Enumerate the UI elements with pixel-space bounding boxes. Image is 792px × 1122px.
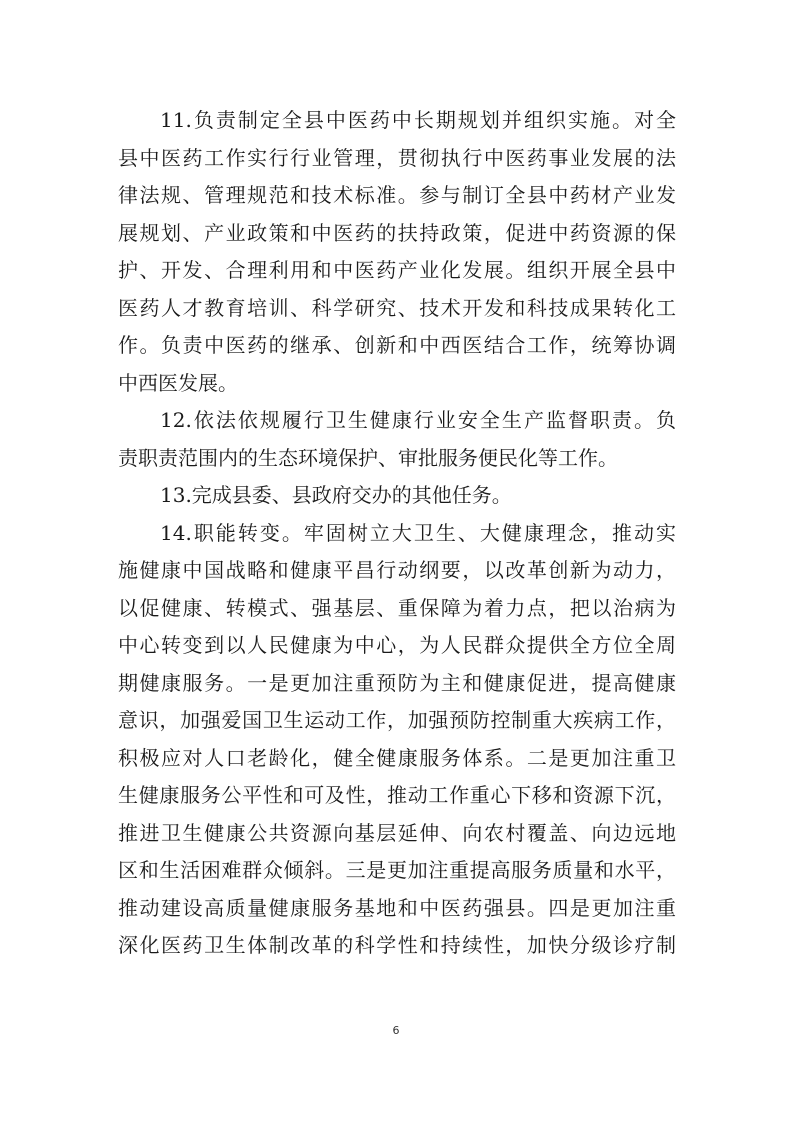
paragraph-12-line-2: 责职责范围内的生态环境保护、审批服务便民化等工作。 — [118, 445, 618, 470]
paragraph-14-line-2: 施健康中国战略和健康平昌行动纲要，以改革创新为动力， — [118, 558, 676, 582]
page-number: 6 — [392, 1024, 400, 1037]
paragraph-14-line-6: 意识，加强爱国卫生运动工作，加强预防控制重大疾病工作， — [118, 708, 676, 732]
paragraph-11-line-4: 展规划、产业政策和中医药的扶持政策，促进中药资源的保 — [118, 220, 676, 245]
body-text — [118, 102, 676, 965]
paragraph-14-line-11: 推动建设高质量健康服务基地和中医药强县。四是更加注重 — [118, 895, 676, 920]
paragraph-13-line-1: 13.完成县委、县政府交办的其他任务。 — [160, 483, 512, 507]
paragraph-11-line-8: 中西医发展。 — [118, 370, 238, 395]
paragraph-14-line-9: 推进卫生健康公共资源向基层延伸、向农村覆盖、向边远地 — [118, 820, 676, 845]
paragraph-14-line-1: 14.职能转变。牢固树立大卫生、大健康理念，推动实 — [160, 520, 676, 545]
paragraph-14-line-3: 以促健康、转模式、强基层、重保障为着力点，把以治病为 — [118, 595, 676, 620]
paragraph-11-line-7: 作。负责中医药的继承、创新和中西医结合工作，统筹协调 — [118, 333, 676, 357]
paragraph-14-line-7: 积极应对人口老龄化，健全健康服务体系。二是更加注重卫 — [118, 745, 676, 770]
paragraph-11-line-3: 律法规、管理规范和技术标准。参与制订全县中药材产业发 — [118, 183, 676, 207]
paragraph-11-line-6: 医药人才教育培训、科学研究、技术开发和科技成果转化工 — [118, 295, 676, 320]
paragraph-14-line-5: 期健康服务。一是更加注重预防为主和健康促进，提高健康 — [118, 670, 676, 695]
paragraph-14-line-12: 深化医药卫生体制改革的科学性和持续性，加快分级诊疗制 — [118, 933, 676, 957]
paragraph-11-line-5: 护、开发、合理利用和中医药产业化发展。组织开展全县中 — [118, 258, 676, 282]
paragraph-11-line-2: 县中医药工作实行行业管理，贯彻执行中医药事业发展的法 — [118, 145, 676, 170]
paragraph-11-line-1: 11.负责制定全县中医药中长期规划并组织实施。对全 — [160, 108, 676, 132]
paragraph-14-line-8: 生健康服务公平性和可及性，推动工作重心下移和资源下沉， — [118, 783, 676, 807]
paragraph-14-line-10: 区和生活困难群众倾斜。三是更加注重提高服务质量和水平， — [118, 858, 676, 882]
paragraph-14-line-4: 中心转变到以人民健康为中心，为人民群众提供全方位全周 — [118, 633, 676, 657]
paragraph-12-line-1: 12.依法依规履行卫生健康行业安全生产监督职责。负 — [160, 408, 676, 432]
